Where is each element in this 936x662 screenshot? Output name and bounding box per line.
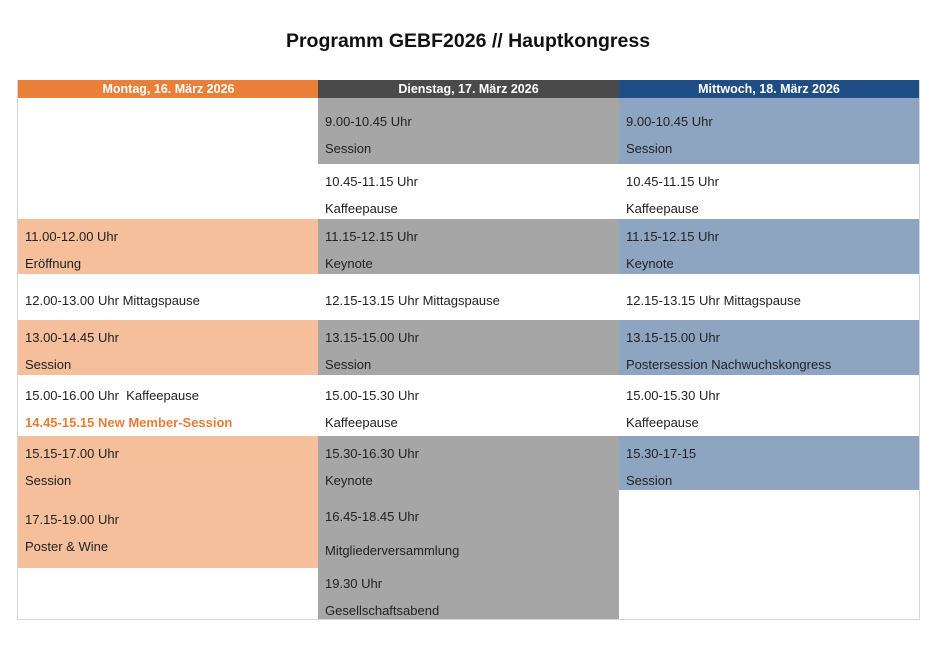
slot-time: 13.00-14.45 Uhr (25, 330, 119, 345)
slot-label: Keynote (325, 256, 373, 271)
slot-label: Session (325, 141, 372, 156)
schedule-slot (619, 375, 919, 436)
schedule-slot (318, 164, 619, 219)
slot-label: Postersession Nachwuchskongress (626, 357, 832, 372)
slot-label: Kaffeepause (626, 415, 699, 430)
slot-time: 13.15-15.00 Uhr (325, 330, 419, 345)
new-member-session-highlight: 14.45-15.15 New Member-Session (25, 415, 233, 430)
slot-text: 12.15-13.15 Uhr Mittagspause (626, 293, 801, 308)
slot-time: 15.30-16.30 Uhr (325, 446, 419, 461)
day-header-wednesday: Mittwoch, 18. März 2026 (619, 80, 919, 98)
day-header-monday: Montag, 16. März 2026 (18, 80, 319, 98)
slot-time: 15.15-17.00 Uhr (25, 446, 119, 461)
slot-time: 9.00-10.45 Uhr (626, 114, 713, 129)
slot-label: Kaffeepause (626, 201, 699, 216)
day-column-monday (17, 80, 319, 619)
slot-label: Session (626, 473, 673, 488)
slot-label: Poster & Wine (25, 539, 109, 554)
schedule-slot (18, 274, 319, 320)
slot-text: 12.15-13.15 Uhr Mittagspause (325, 293, 500, 308)
empty-slot (619, 490, 919, 619)
schedule-slot (619, 164, 919, 219)
slot-time: 16.45-18.45 Uhr (325, 509, 419, 524)
slot-time: 17.15-19.00 Uhr (25, 512, 119, 527)
slot-time: 11.00-12.00 Uhr (25, 229, 118, 244)
slot-label: Gesellschaftsabend (325, 603, 440, 618)
schedule-slot (318, 320, 619, 375)
table-bottom-border (17, 619, 920, 620)
schedule-slot (619, 436, 919, 490)
day-column-tuesday (318, 80, 619, 619)
slot-time: 15.00-15.30 Uhr (325, 388, 419, 403)
empty-slot (18, 568, 319, 619)
empty-slot (18, 98, 319, 219)
slot-text: 15.00-16.00 Uhr Kaffeepause (25, 388, 199, 403)
slot-label: Session (25, 357, 72, 372)
schedule-slot (18, 219, 319, 274)
schedule-slot (318, 274, 619, 320)
page-title: Programm GEBF2026 // Hauptkongress (285, 30, 651, 52)
slot-label: Eröffnung (25, 256, 82, 271)
slot-time: 19.30 Uhr (325, 576, 383, 591)
schedule-slot (619, 98, 919, 164)
schedule-slot (318, 436, 619, 568)
slot-time: 10.45-11.15 Uhr (325, 174, 418, 189)
slot-label: Keynote (626, 256, 674, 271)
slot-label: Session (325, 357, 372, 372)
schedule-slot (318, 568, 619, 619)
slot-time: 11.15-12.15 Uhr (626, 229, 719, 244)
slot-time: 9.00-10.45 Uhr (325, 114, 412, 129)
slot-label: Kaffeepause (325, 201, 398, 216)
slot-label: Session (25, 473, 72, 488)
slot-label: Keynote (325, 473, 373, 488)
slot-time: 15.00-15.30 Uhr (626, 388, 720, 403)
slot-label: Mitgliederversammlung (325, 543, 460, 558)
slot-time: 10.45-11.15 Uhr (626, 174, 719, 189)
schedule-slot (318, 98, 619, 164)
slot-time: 13.15-15.00 Uhr (626, 330, 720, 345)
schedule-slot (318, 375, 619, 436)
slot-time: 15.30-17-15 (626, 446, 697, 461)
schedule-slot (18, 320, 319, 375)
schedule-slot (619, 274, 919, 320)
schedule-slot (318, 219, 619, 274)
slot-label: Session (626, 141, 673, 156)
day-column-wednesday (619, 80, 920, 619)
schedule-slot (619, 320, 919, 375)
schedule-slot (18, 375, 319, 436)
slot-time: 11.15-12.15 Uhr (325, 229, 418, 244)
schedule-slot (619, 219, 919, 274)
day-header-tuesday: Dienstag, 17. März 2026 (318, 80, 619, 98)
slot-text: 12.00-13.00 Uhr Mittagspause (25, 293, 200, 308)
schedule-slot (18, 436, 319, 568)
slot-label: Kaffeepause (325, 415, 398, 430)
